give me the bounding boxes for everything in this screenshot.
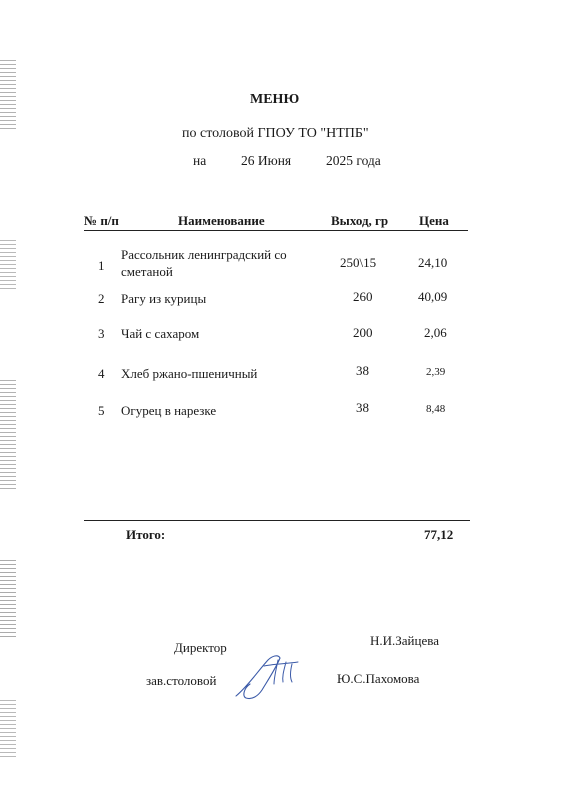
row-output: 250\15 [340, 255, 377, 270]
row-output: 200 [353, 325, 373, 340]
row-num: 4 [98, 366, 105, 381]
canteen-head-name: Ю.С.Пахомова [337, 671, 420, 686]
date-year: 2025 года [326, 153, 381, 168]
row-name: Рассольник ленинградский со [121, 247, 287, 262]
column-header-price: Цена [419, 213, 449, 228]
row-price: 2,06 [424, 325, 447, 340]
canteen-head-title: зав.столовой [146, 673, 217, 688]
page-subtitle: по столовой ГПОУ ТО "НТПБ" [182, 126, 369, 141]
row-name: сметаной [121, 264, 173, 279]
row-num: 1 [98, 258, 105, 273]
row-name: Огурец в нарезке [121, 403, 217, 418]
column-header-num: № п/п [84, 213, 119, 228]
date-day: 26 Июня [241, 153, 292, 168]
total-value: 77,12 [424, 527, 454, 542]
row-num: 5 [98, 403, 105, 418]
scan-artifact [0, 380, 16, 490]
row-price: 24,10 [418, 255, 448, 270]
column-header-name: Наименование [178, 213, 265, 228]
director-name: Н.И.Зайцева [370, 633, 439, 648]
date-prefix: на [193, 153, 207, 168]
scan-artifact [0, 700, 16, 760]
row-output: 260 [353, 289, 373, 304]
total-divider [84, 520, 470, 521]
row-price: 40,09 [418, 289, 448, 304]
row-price: 8,48 [426, 403, 446, 415]
row-name: Хлеб ржано-пшеничный [121, 366, 258, 381]
scan-artifact [0, 560, 16, 640]
page-title: МЕНЮ [250, 92, 300, 107]
row-output: 38 [356, 400, 369, 415]
row-name: Рагу из курицы [121, 291, 207, 306]
row-name: Чай с сахаром [121, 326, 200, 341]
director-title: Директор [174, 640, 227, 655]
row-output: 38 [356, 363, 369, 378]
scan-artifact [0, 60, 16, 130]
handwritten-signature [228, 646, 308, 706]
scan-artifact [0, 240, 16, 290]
row-price: 2,39 [426, 366, 446, 378]
row-num: 2 [98, 291, 105, 306]
header-divider [84, 230, 468, 231]
column-header-output: Выход, гр [331, 213, 389, 228]
total-label: Итого: [126, 527, 166, 542]
row-num: 3 [98, 326, 105, 341]
